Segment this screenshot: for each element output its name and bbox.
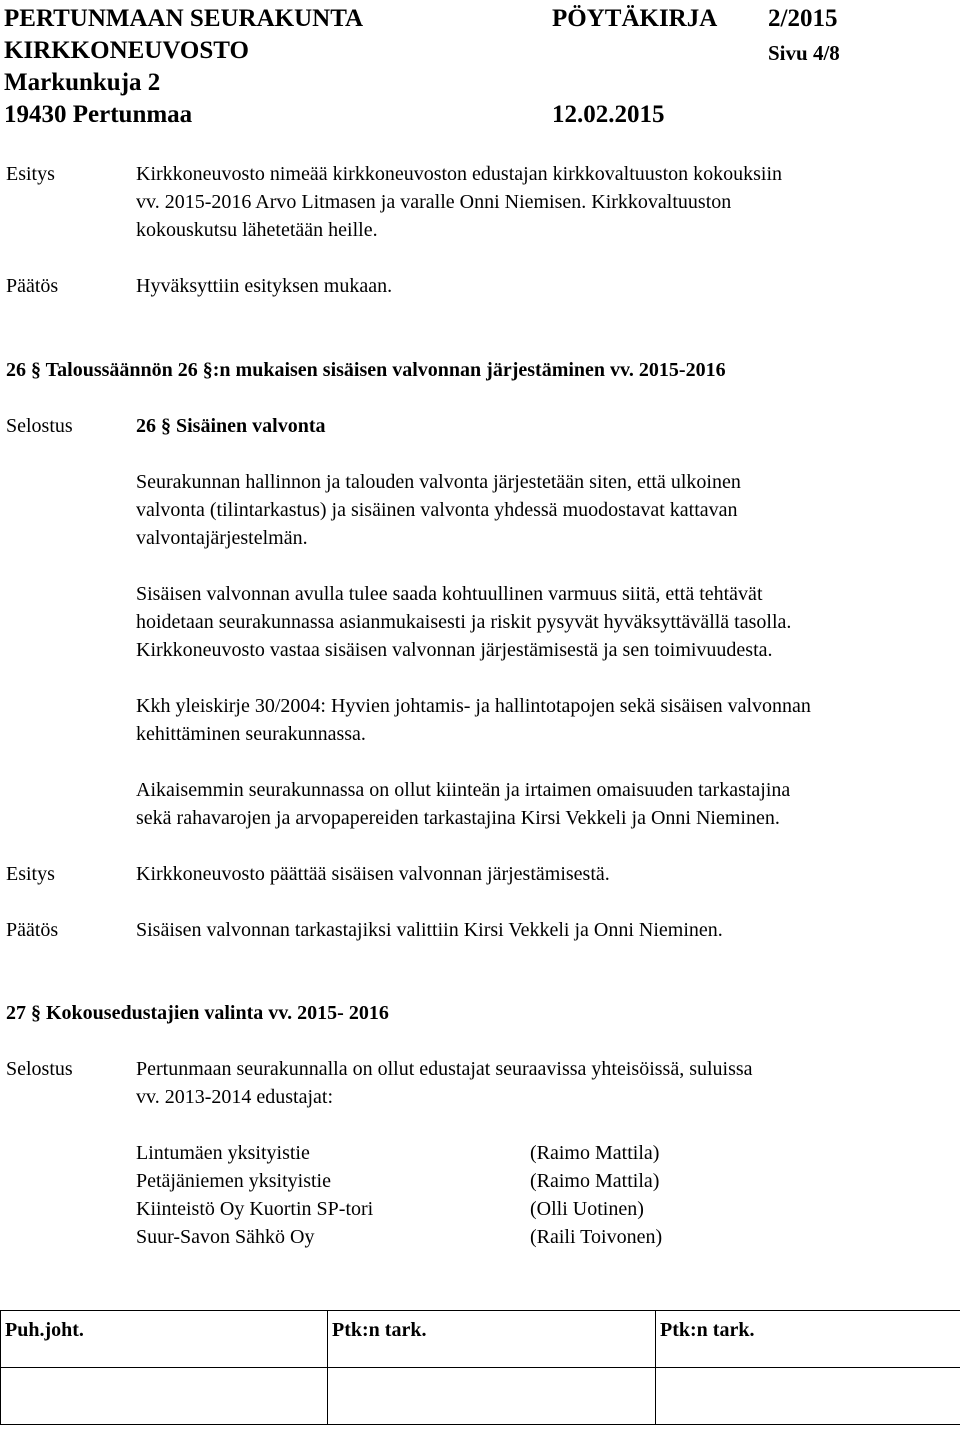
paragraph-line: valvontajärjestelmän. [136,527,308,549]
esitys-line: Kirkkoneuvosto nimeää kirkkoneuvoston edustajan kirkkovaltuuston kokouksiin [136,163,783,185]
header-doc-no: 2/2015 [768,5,838,32]
header-date: 12.02.2015 [552,101,665,128]
header-street: Markunkuja 2 [4,69,161,96]
section-heading: 26 § Taloussäännön 26 §:n mukaisen sisäisen valvonnan järjestäminen vv. 2015-2016 [6,359,726,381]
signature-table [0,1310,960,1425]
paragraph-line: Kkh yleiskirje 30/2004: Hyvien johtamis- ja hallintotapojen sekä sisäisen valvonnan [136,695,811,717]
rep-org: Lintumäen yksityistie [136,1142,310,1164]
section-heading: 27 § Kokousedustajien valinta vv. 2015- 2016 [6,1002,389,1024]
rep-name: (Raili Toivonen) [530,1226,663,1248]
paragraph-line: hoidetaan seurakunnassa asianmukaisesti ja riskit pysyvät hyväksyttävällä tasolla. [136,611,792,633]
paatos-text: Hyväksyttiin esityksen mukaan. [136,275,393,297]
signature-label-checker-2: Ptk:n tark. [656,1311,960,1368]
header-body: KIRKKONEUVOSTO [4,37,249,64]
paragraph-line: kehittäminen seurakunnassa. [136,723,366,745]
esitys-label: Esitys [6,163,55,185]
selostus-label: Selostus [6,1058,73,1080]
rep-name: (Raimo Mattila) [530,1170,660,1192]
esitys-label: Esitys [6,863,55,885]
subheading: 26 § Sisäinen valvonta [136,415,326,437]
signature-field-chair[interactable] [1,1368,328,1425]
paatos-text: Sisäisen valvonnan tarkastajiksi valittiin Kirsi Vekkeli ja Onni Nieminen. [136,919,723,941]
esitys-line: kokouskutsu lähetetään heille. [136,219,378,241]
header-city: 19430 Pertunmaa [4,101,193,128]
rep-name: (Olli Uotinen) [530,1198,644,1220]
signature-field-checker-1[interactable] [328,1368,656,1425]
header-org: PERTUNMAAN SEURAKUNTA [4,5,364,32]
esitys-text: Kirkkoneuvosto päättää sisäisen valvonnan järjestämisestä. [136,863,610,885]
paragraph-line: Kirkkoneuvosto vastaa sisäisen valvonnan järjestämisestä ja sen toimivuudesta. [136,639,773,661]
paragraph-line: Pertunmaan seurakunnalla on ollut edustajat seuraavissa yhteisöissä, suluissa [136,1058,753,1080]
signature-label-chair: Puh.joht. [1,1311,328,1368]
paragraph-line: Seurakunnan hallinnon ja talouden valvonta järjestetään siten, että ulkoinen [136,471,741,493]
rep-name: (Raimo Mattila) [530,1142,660,1164]
paragraph-line: sekä rahavarojen ja arvopapereiden tarkastajina Kirsi Vekkeli ja Onni Nieminen. [136,807,780,829]
signature-field-checker-2[interactable] [656,1368,960,1425]
esitys-line: vv. 2015-2016 Arvo Litmasen ja varalle Onni Niemisen. Kirkkovaltuuston [136,191,732,213]
selostus-label: Selostus [6,415,73,437]
paragraph-line: Sisäisen valvonnan avulla tulee saada kohtuullinen varmuus siitä, että tehtävät [136,583,763,605]
paragraph-line: Aikaisemmin seurakunnassa on ollut kiinteän ja irtaimen omaisuuden tarkastajina [136,779,791,801]
signature-label-checker-1: Ptk:n tark. [328,1311,656,1368]
rep-org: Petäjäniemen yksityistie [136,1170,331,1192]
paatos-label: Päätös [6,919,59,941]
header-doc-type: PÖYTÄKIRJA [552,5,718,32]
paragraph-line: valvonta (tilintarkastus) ja sisäinen valvonta yhdessä muodostavat kattavan [136,499,738,521]
paatos-label: Päätös [6,275,59,297]
rep-org: Suur-Savon Sähkö Oy [136,1226,315,1248]
rep-org: Kiinteistö Oy Kuortin SP-tori [136,1198,374,1220]
paragraph-line: vv. 2013-2014 edustajat: [136,1086,334,1108]
header-page: Sivu 4/8 [768,41,840,65]
